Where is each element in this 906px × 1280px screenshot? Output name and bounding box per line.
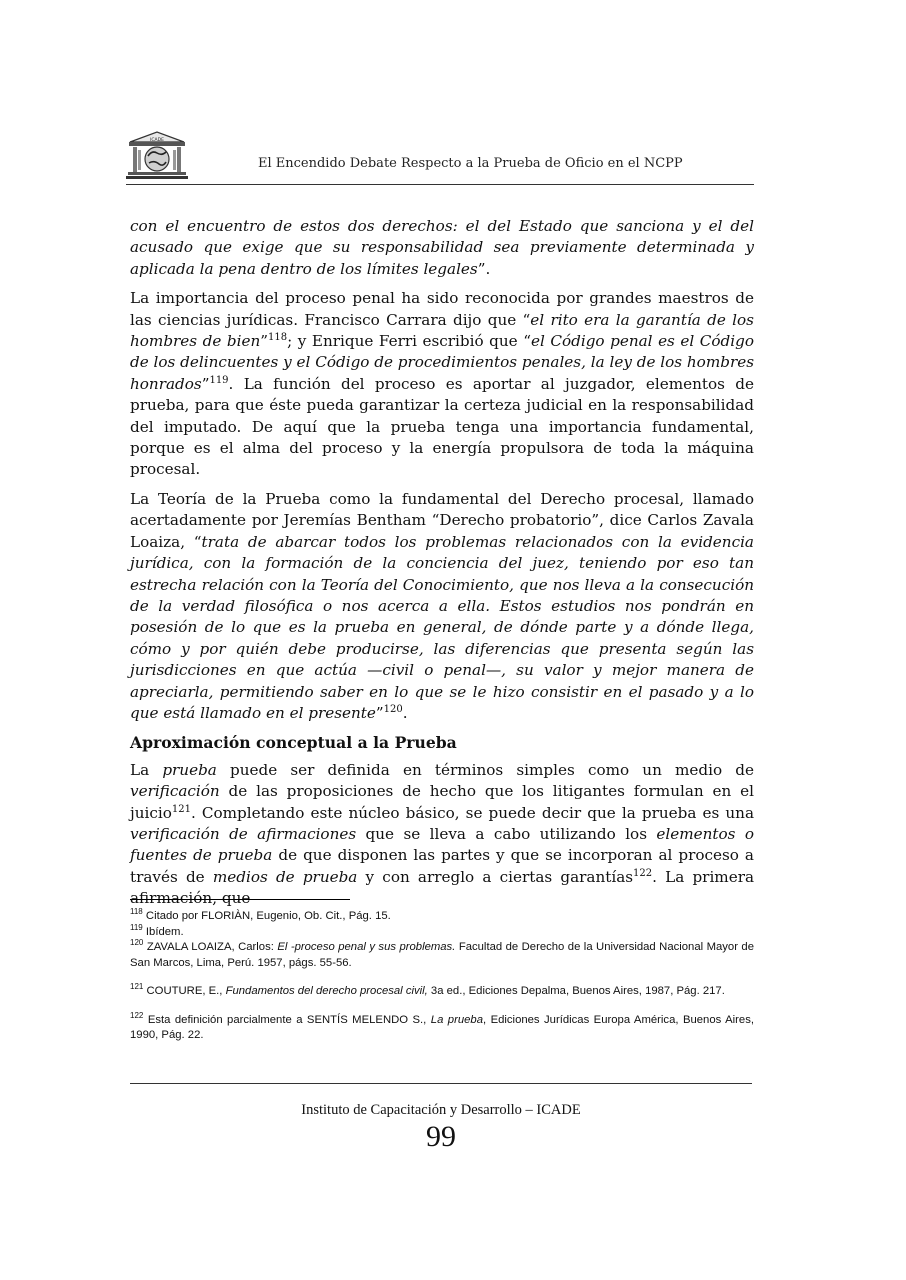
- icade-logo-icon: [126, 130, 188, 182]
- footnote-121: $^{121}$ COUTURE, E., Fundamentos del derecho procesal civil, 3a ed., Ediciones Depalma, Buenos Aires, 1987, Pág. 217.: [130, 982, 725, 997]
- footer-institution: Instituto de Capacitación y Desarrollo – ICADE: [301, 1102, 581, 1118]
- running-header-title: El Encendido Debate Respecto a la Prueba de Oficio en el NCPP: [258, 156, 683, 171]
- footnote-120: $^{120}$ ZAVALA LOAIZA, Carlos: El -proceso penal y sus problemas. Facultad de Derecho de la Universidad Nacional Mayor de San Marcos, Lima, Perú. 1957, págs. 55-56.: [130, 938, 754, 969]
- footer-divider: [130, 1083, 752, 1084]
- svg-text:ICADE: ICADE: [150, 138, 164, 143]
- footnotes: [130, 909, 754, 1044]
- footnote-ref-118[interactable]: 118: [268, 331, 288, 343]
- main-text: [130, 216, 754, 918]
- footnote-ref-119[interactable]: 119: [209, 374, 229, 386]
- page-header: [126, 130, 754, 186]
- footnote-divider: [130, 899, 350, 900]
- footnote-ref-122[interactable]: 122: [633, 867, 653, 879]
- page-number: 99: [426, 1120, 456, 1153]
- footnote-118: $^{118}$ Citado por FLORIÀN, Eugenio, Ob. Cit., Pág. 15.: [130, 907, 391, 922]
- header-divider: [126, 184, 754, 185]
- footnote-ref-120[interactable]: 120: [383, 703, 403, 715]
- footnote-ref-121[interactable]: 121: [171, 803, 191, 815]
- footnote-122: $^{122}$ Esta definición parcialmente a SENTÍS MELENDO S., La prueba, Ediciones Jurídicas Europa América, Buenos Aires, 1990, Pág. 22.: [130, 1010, 754, 1041]
- paragraph-1: con el encuentro de estos dos derechos: el del Estado que sanciona y el del acusado que exige que su responsabilidad sea previamente determinada y aplicada la pena dentro de los límites legales”.: [130, 217, 754, 278]
- paragraph-2: La importancia del proceso penal ha sido reconocida por grandes maestros de las ciencias jurídicas. Francisco Carrara dijo que “el rito era la garantía de los hombres de bien”$^{118}$; y Enrique Ferri escribió que “el Código penal es el Código de los delincuentes y el Código de procedimientos penales, la ley de los hombres honrados”$^{119}$. La función del proceso es aportar al juzgador, elementos de prueba, para que éste pueda garantizar la certeza judicial en la responsabilidad del imputado. De aquí que la prueba tenga una importancia fundamental, porque es el alma del proceso y la energía propulsora de toda la máquina procesal.: [130, 289, 754, 479]
- footnote-119: $^{119}$ Ibídem.: [130, 922, 184, 938]
- paragraph-3: La Teoría de la Prueba como la fundamental del Derecho procesal, llamado acertadamente por Jeremías Bentham “Derecho probatorio”, dice Carlos Zavala Loaiza, “trata de abarcar todos los problemas relacionados con la evidencia jurídica, con la formación de la conciencia del juez, teniendo por eso tan estrecha relación con la Teoría del Conocimiento, que nos lleva a la consecución de la verdad filosófica o nos acerca a ella. Estos estudios nos pondrán en posesión de lo que es la prueba en general, de dónde parte y a dónde llega, cómo y por quién debe producirse, las diferencias que presenta según las jurisdicciones en que actúa —civil o penal—, su valor y mejor manera de apreciarla, permitiendo saber en lo que se le hizo consistir en el pasado y a lo que está llamado en el presente”$^{120}$.: [130, 489, 754, 722]
- section-heading: Aproximación conceptual a la Prueba: [130, 733, 457, 753]
- paragraph-4: La prueba puede ser definida en términos simples como un medio de verificación de las proposiciones de hecho que los litigantes formulan en el juicio$^{121}$. Completando este núcleo básico, se puede decir que la prueba es una verificación de afirmaciones que se lleva a cabo utilizando los elementos o fuentes de prueba de que disponen las partes y que se incorporan al proceso a través de medios de prueba y con arreglo a ciertas garantías$^{122}$. La primera afirmación, que: [130, 760, 755, 908]
